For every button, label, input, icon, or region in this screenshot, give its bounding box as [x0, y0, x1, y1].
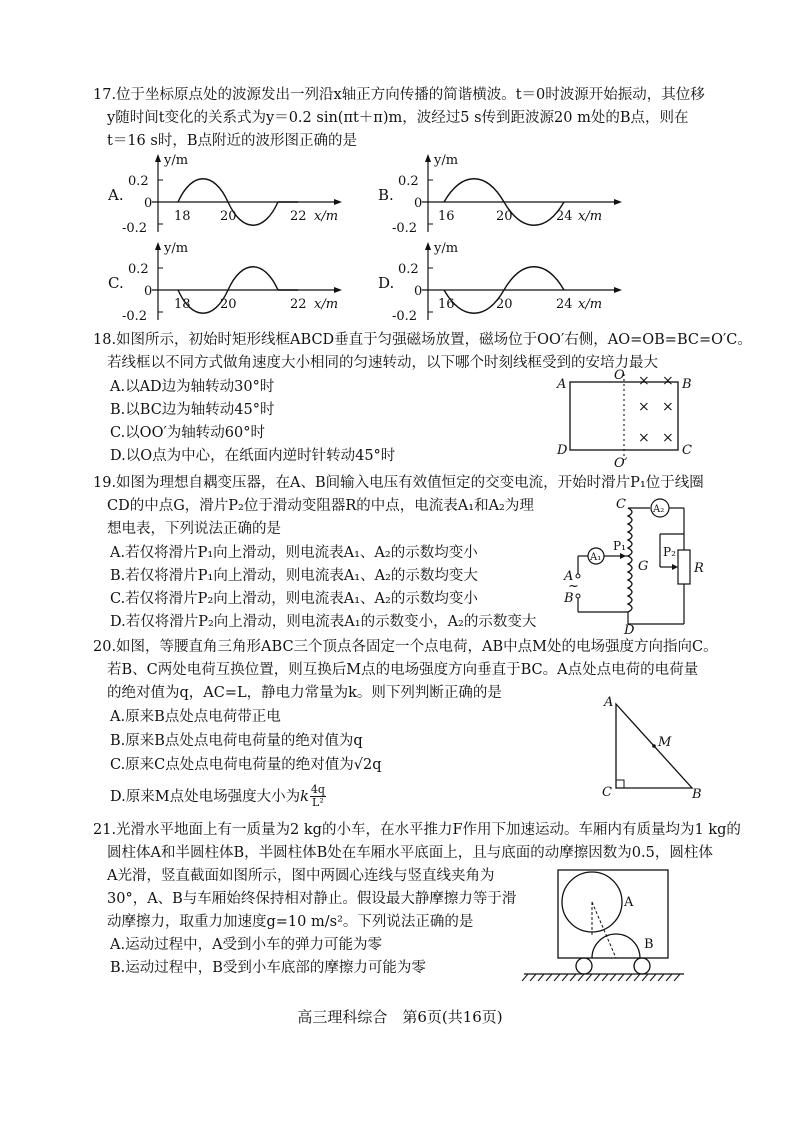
svg-text:22: 22	[290, 297, 307, 312]
svg-text:×: ×	[638, 430, 650, 446]
q20-triangle	[596, 694, 706, 800]
svg-text:0.2: 0.2	[128, 174, 149, 189]
q19-circuit	[560, 494, 710, 636]
svg-text:C: C	[616, 497, 626, 512]
q19-option-d: D.若仅将滑片P₂向上滑动，则电流表A₁的示数变小，A₂的示数变大	[110, 614, 537, 630]
q21-cart-figure	[520, 866, 690, 982]
q19-line1: 19.如图为理想自耦变压器，在A、B间输入电压有效值恒定的交变电流，开始时滑片P₁位于线圈	[93, 475, 704, 491]
svg-text:A: A	[624, 895, 634, 910]
q20-option-c: C.原来C点处点电荷电荷量的绝对值为√2q	[110, 757, 382, 773]
svg-text:×: ×	[662, 430, 674, 446]
svg-text:A₁: A₁	[590, 552, 602, 563]
svg-text:18: 18	[174, 209, 191, 224]
svg-text:0.2: 0.2	[398, 174, 419, 189]
q18-option-d: D.以O点为中心，在纸面内逆时针转动45°时	[110, 448, 396, 464]
svg-text:×: ×	[662, 399, 674, 415]
q19-option-a: A.若仅将滑片P₁向上滑动，则电流表A₁、A₂的示数均变小	[110, 545, 478, 561]
svg-text:0.2: 0.2	[128, 262, 149, 277]
svg-text:×: ×	[662, 373, 674, 389]
q21-option-a: A.运动过程中，A受到小车的弹力可能为零	[110, 937, 383, 953]
q19-line2: CD的中点G，滑片P₂位于滑动变阻器R的中点，电流表A₁和A₂为理	[107, 498, 534, 514]
svg-text:20: 20	[496, 297, 513, 312]
svg-text:P₁: P₁	[613, 539, 626, 553]
q17-graph-d-label: D.	[378, 274, 395, 292]
q17-graph-c	[108, 240, 348, 326]
svg-text:×: ×	[638, 373, 650, 389]
svg-text:22: 22	[290, 209, 307, 224]
svg-text:O′: O′	[614, 456, 628, 470]
svg-text:x/m: x/m	[314, 209, 339, 224]
q20-line2: 若B、C两处电荷互换位置，则互换后M点的电场强度方向垂直于BC。A点处点电荷的电荷量	[107, 662, 699, 678]
svg-text:0: 0	[414, 284, 423, 299]
q17-line2: y随时间t变化的关系式为y＝0.2 sin(πt＋π)m，波经过5 s传到距波源20 m处的B点，则在	[107, 110, 689, 126]
q17-line1: 17.位于坐标原点处的波源发出一列沿x轴正方向传播的简谐横波。t＝0时波源开始振动，其位移	[93, 87, 705, 103]
svg-text:G: G	[638, 559, 649, 574]
svg-text:A: A	[564, 569, 574, 584]
svg-text:A: A	[557, 377, 567, 392]
q20-option-a: A.原来B点处点电荷带正电	[110, 709, 281, 725]
svg-text:C: C	[682, 443, 692, 458]
svg-text:B: B	[644, 937, 654, 952]
q21-option-b: B.运动过程中，B受到小车底部的摩擦力可能为零	[110, 960, 426, 976]
q21-line2: 圆柱体A和半圆柱体B，半圆柱体B处在车厢水平底面上，且与底面的动摩擦因数为0.5，圆柱体	[107, 845, 713, 861]
q17-graph-a-label: A.	[108, 186, 124, 204]
svg-text:-0.2: -0.2	[392, 221, 418, 236]
q20-option-b: B.原来B点处点电荷电荷量的绝对值为q	[110, 733, 363, 749]
q21-line5: 动摩擦力，取重力加速度g=10 m/s²。下列说法正确的是	[107, 914, 474, 930]
q17-graph-d	[378, 240, 628, 326]
q20-line1: 20.如图，等腰直角三角形ABC三个顶点各固定一个点电荷，AB中点M处的电场强度方向指向C。	[93, 639, 718, 655]
svg-text:y/m: y/m	[434, 153, 459, 168]
svg-text:O: O	[614, 368, 625, 383]
svg-text:20: 20	[220, 297, 237, 312]
svg-text:-0.2: -0.2	[122, 221, 148, 236]
q21-line1: 21.光滑水平地面上有一质量为2 kg的小车，在水平推力F作用下加速运动。车厢内有质量均为1 kg的	[93, 822, 741, 838]
svg-text:24: 24	[556, 209, 573, 224]
svg-text:20: 20	[496, 209, 513, 224]
q20-line3: 的绝对值为q，AC=L，静电力常量为k。则下列判断正确的是	[107, 685, 502, 701]
svg-text:×: ×	[638, 399, 650, 415]
q21-line4: 30°，A、B与车厢始终保持相对静止。假设最大静摩擦力等于滑	[107, 891, 517, 907]
svg-text:M: M	[658, 735, 672, 750]
svg-text:y/m: y/m	[164, 241, 189, 256]
q19-option-b: B.若仅将滑片P₁向上滑动，则电流表A₁、A₂的示数均变大	[110, 568, 478, 584]
q21-line3: A光滑，竖直截面如图所示，图中两圆心连线与竖直线夹角为	[107, 868, 495, 884]
svg-text:24: 24	[556, 297, 573, 312]
q18-figure	[552, 368, 702, 470]
page-footer: 高三理科综合 第6页(共16页)	[297, 1008, 503, 1026]
svg-text:-0.2: -0.2	[392, 309, 418, 324]
svg-text:B: B	[564, 591, 574, 606]
q20-option-d: D.原来M点处电场强度大小为 k 4q L²	[110, 783, 325, 809]
svg-text:0: 0	[144, 196, 153, 211]
svg-text:x/m: x/m	[578, 209, 603, 224]
q19-line3: 想电表，下列说法正确的是	[107, 521, 281, 537]
svg-text:16: 16	[438, 209, 455, 224]
svg-text:D: D	[557, 443, 568, 458]
svg-text:20: 20	[220, 209, 237, 224]
svg-text:C: C	[602, 785, 612, 800]
svg-text:A₂: A₂	[653, 504, 665, 515]
svg-text:0: 0	[144, 284, 153, 299]
svg-text:D: D	[624, 623, 635, 636]
svg-text:18: 18	[174, 297, 191, 312]
svg-text:y/m: y/m	[434, 241, 459, 256]
svg-text:~: ~	[568, 579, 579, 594]
svg-text:A: A	[604, 695, 614, 710]
q18-option-a: A.以AD边为轴转动30°时	[110, 379, 275, 395]
q18-line1: 18.如图所示，初始时矩形线框ABCD垂直于匀强磁场放置，磁场位于OO′右侧，AO=OB=BC=O′C。	[93, 332, 752, 348]
svg-text:B: B	[682, 377, 692, 392]
svg-text:16: 16	[438, 297, 455, 312]
q18-option-b: B.以BC边为轴转动45°时	[110, 402, 275, 418]
svg-text:P₂: P₂	[663, 545, 676, 559]
svg-text:B: B	[692, 787, 702, 800]
svg-text:0.2: 0.2	[398, 262, 419, 277]
svg-text:x/m: x/m	[578, 297, 603, 312]
q17-graph-c-label: C.	[108, 274, 124, 292]
svg-text:y/m: y/m	[164, 153, 189, 168]
q18-line2: 若线框以不同方式做角速度大小相同的匀速转动，以下哪个时刻线框受到的安培力最大	[107, 355, 658, 371]
svg-text:0: 0	[414, 196, 423, 211]
q19-option-c: C.若仅将滑片P₂向上滑动，则电流表A₁、A₂的示数均变小	[110, 591, 478, 607]
q17-graph-b	[378, 152, 628, 238]
q17-line3: t＝16 s时，B点附近的波形图正确的是	[107, 133, 357, 149]
svg-text:x/m: x/m	[314, 297, 339, 312]
q18-option-c: C.以OO′为轴转动60°时	[110, 425, 265, 441]
q17-graph-b-label: B.	[378, 186, 394, 204]
q17-graph-a	[108, 152, 348, 238]
svg-text:-0.2: -0.2	[122, 309, 148, 324]
svg-text:R: R	[694, 561, 704, 576]
